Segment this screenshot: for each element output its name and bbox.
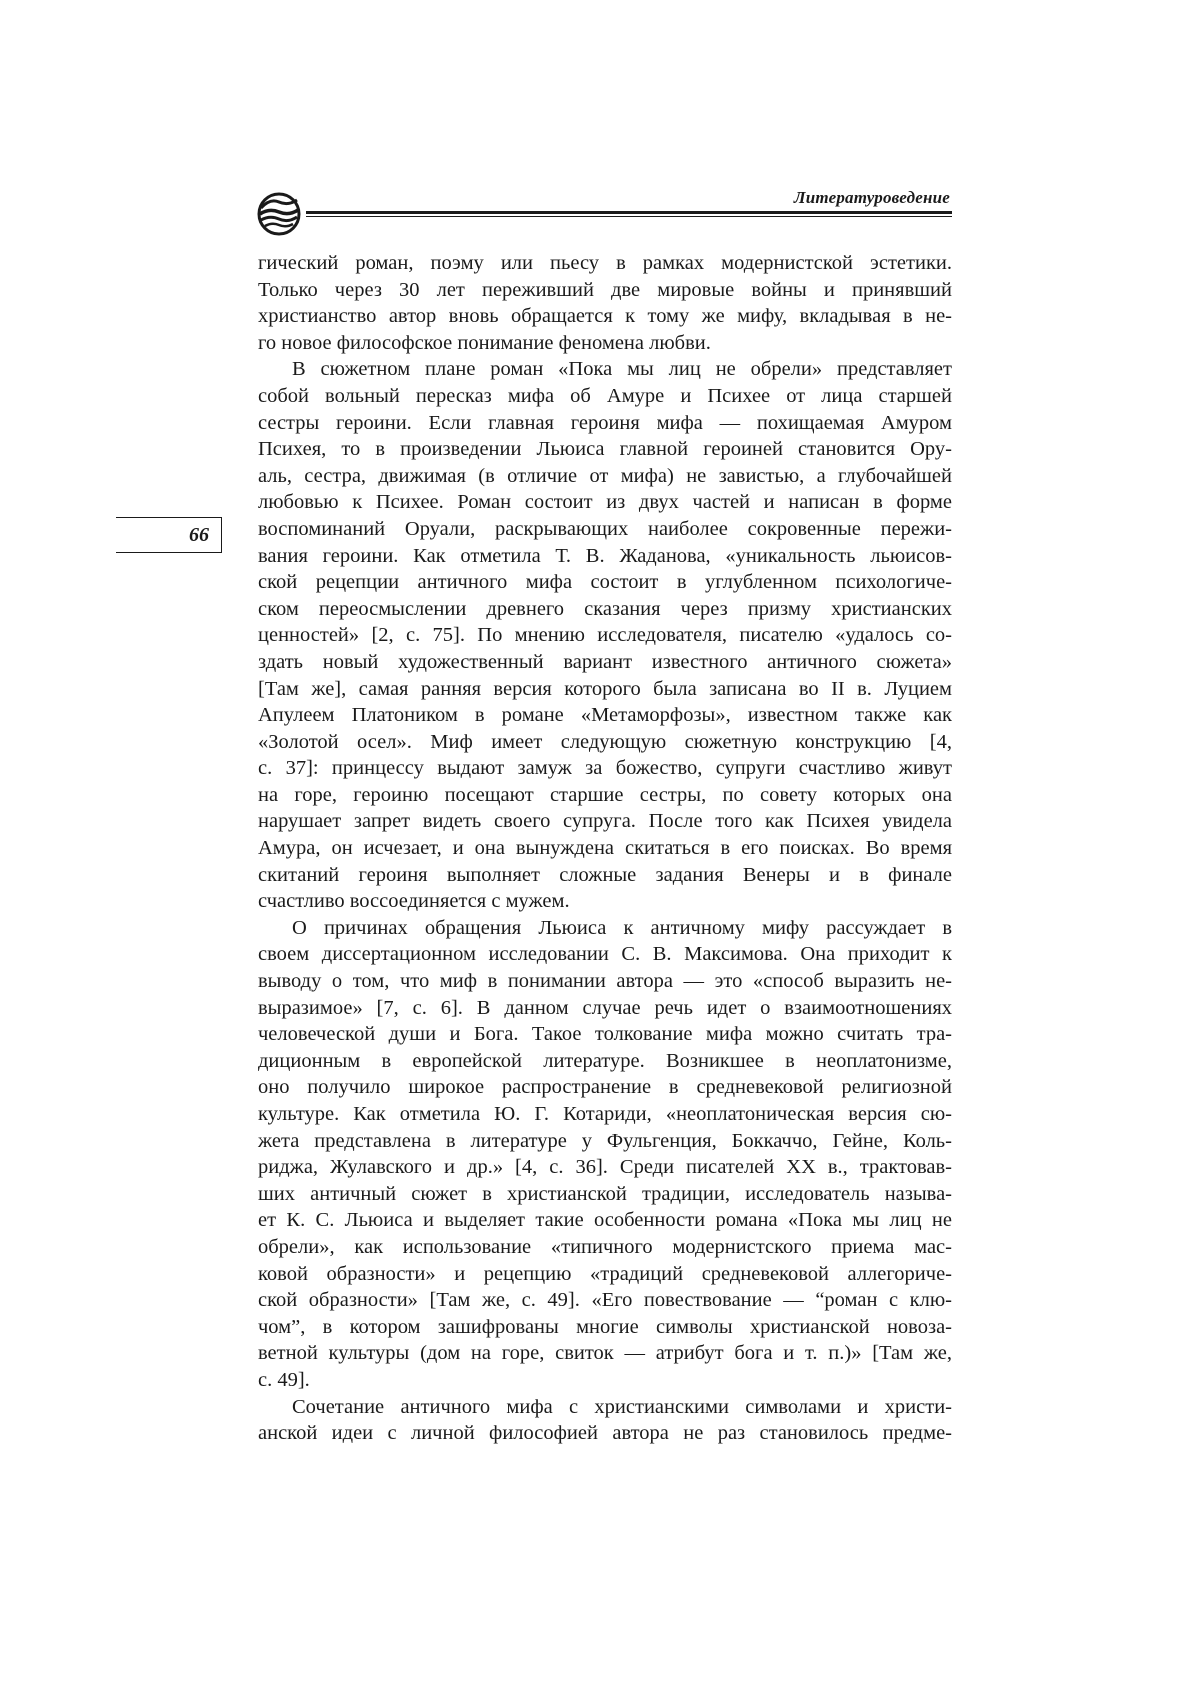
- text-line: жета представлена в литературе у Фульгенция, Боккаччо, Гейне, Коль-: [258, 1129, 952, 1152]
- text-line: Апулеем Платоником в романе «Метаморфозы», известном также как: [258, 704, 952, 727]
- text-line: Амура, он исчезает, и она вынуждена скитаться в его поисках. Во время: [258, 837, 952, 860]
- text-line: ет К. С. Льюиса и выделяет такие особенности романа «Пока мы лиц не: [258, 1209, 952, 1232]
- text-line: счастливо воссоединяется с мужем.: [258, 890, 570, 913]
- text-line: человеческой души и Бога. Такое толкование мифа можно считать тра-: [258, 1023, 952, 1046]
- body-text: [258, 250, 952, 1447]
- text-line: своем диссертационном исследовании С. В. Максимова. Она приходит к: [258, 943, 952, 966]
- text-line: гический роман, поэму или пьесу в рамках модернистской эстетики.: [258, 252, 952, 274]
- text-line: О причинах обращения Льюиса к античному мифу рассуждает в: [292, 916, 952, 939]
- text-line: ветной культуры (дом на горе, свиток — атрибут бога и т. п.)» [Там же,: [258, 1342, 952, 1365]
- text-line: любовью к Психее. Роман состоит из двух частей и написан в форме: [258, 491, 952, 514]
- text-line: с. 49].: [258, 1368, 310, 1391]
- text-line: ской рецепции античного мифа состоит в углубленном психологиче-: [258, 571, 952, 594]
- text-line: выразимое» [7, с. 6]. В данном случае речь идет о взаимоотношениях: [258, 996, 952, 1019]
- text-line: ценностей» [2, с. 75]. По мнению исследователя, писателю «удалось со-: [258, 624, 952, 647]
- section-title: Литературоведение: [793, 188, 950, 207]
- text-line: ших античный сюжет в христианской традиции, исследователь называ-: [258, 1182, 952, 1205]
- header-rule: [306, 211, 952, 217]
- text-line: анской идеи с личной философией автора не раз становилось предме-: [258, 1422, 952, 1445]
- text-line: оно получило широкое распространение в средневековой религиозной: [258, 1076, 952, 1099]
- text-line: [Там же], самая ранняя версия которого была записана во II в. Луцием: [258, 677, 952, 700]
- text-line: аль, сестра, движимая (в отличие от мифа) не завистью, а глубочайшей: [258, 464, 952, 487]
- text-line: нарушает запрет видеть своего супруга. После того как Психея увидела: [258, 810, 952, 833]
- text-line: сестры героини. Если главная героиня мифа — похищаемая Амуром: [258, 411, 952, 434]
- text-line: диционным в европейской литературе. Возникшее в неоплатонизме,: [258, 1049, 952, 1072]
- text-line: ском переосмыслении древнего сказания через призму христианских: [258, 597, 952, 620]
- text-line: воспоминаний Оруали, раскрывающих наиболее сокровенные пережи-: [258, 517, 952, 540]
- text-line: обрели», как использование «типичного модернистского приема мас-: [258, 1235, 952, 1258]
- text-line: Психея, то в произведении Льюиса главной героиней становится Ору-: [258, 438, 952, 461]
- text-line: ской образности» [Там же, с. 49]. «Его повествование — “роман с клю-: [258, 1289, 952, 1312]
- text-line: В сюжетном плане роман «Пока мы лиц не обрели» представляет: [292, 358, 952, 381]
- text-line: с. 37]: принцессу выдают замуж за божество, супруги счастливо живут: [258, 757, 952, 780]
- page-number: 66: [116, 517, 222, 553]
- text-line: собой вольный пересказ мифа об Амуре и Психее от лица старшей: [258, 384, 952, 407]
- text-line: здать новый художественный вариант известного античного сюжета»: [258, 650, 952, 673]
- text-line: на горе, героиню посещают старшие сестры, по совету которых она: [258, 783, 952, 806]
- text-line: скитаний героиня выполняет сложные задания Венеры и в финале: [258, 863, 952, 886]
- text-line: выводу о том, что миф в понимании автора — это «способ выразить не-: [258, 970, 952, 993]
- text-line: чом”, в котором зашифрованы многие символы христианской новоза-: [258, 1315, 952, 1338]
- text-line: христианство автор вновь обращается к тому же мифу, вкладывая в не-: [258, 305, 952, 328]
- text-line: вания героини. Как отметила Т. В. Жаданова, «уникальность льюисов-: [258, 544, 952, 567]
- text-line: го новое философское понимание феномена любви.: [258, 331, 711, 354]
- text-line: ковой образности» и рецепцию «традиций средневековой аллегориче-: [258, 1262, 952, 1285]
- text-line: Сочетание античного мифа с христианскими символами и христи-: [292, 1395, 952, 1418]
- text-line: риджа, Жулавского и др.» [4, с. 36]. Среди писателей XX в., трактовав-: [258, 1156, 952, 1179]
- text-line: культуре. Как отметила Ю. Г. Котариди, «неоплатоническая версия сю-: [258, 1103, 952, 1125]
- text-line: «Золотой осел». Миф имеет следующую сюжетную конструкцию [4,: [258, 730, 952, 753]
- text-line: Только через 30 лет переживший две мировые войны и принявший: [258, 278, 952, 301]
- journal-logo-icon: [256, 192, 302, 236]
